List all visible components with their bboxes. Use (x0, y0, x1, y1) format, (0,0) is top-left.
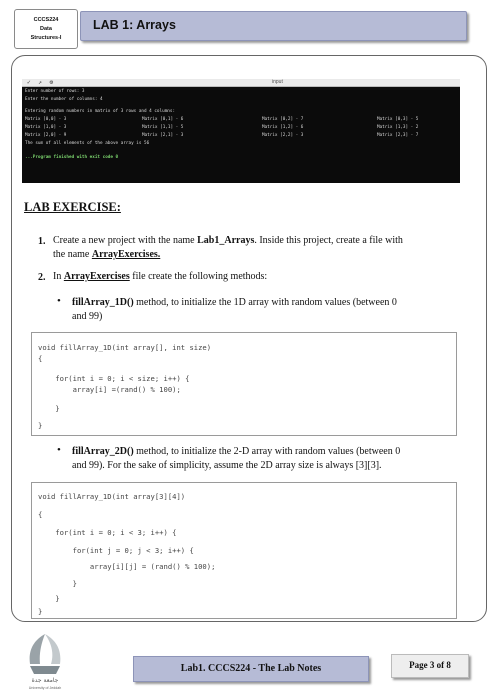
footer-title-bar (133, 656, 369, 682)
bullet1-text: method, to initialize the 1D array with random values (between 0 (136, 297, 397, 308)
bullet2-text: method, to initialize the 2-D array with random values (between 0 (136, 446, 401, 457)
console-line-finished: ...Program finished with exit code 0 (25, 155, 119, 160)
item2-text: In (53, 271, 62, 282)
code-line: } (38, 579, 77, 588)
code-line: } (38, 607, 43, 616)
header-title-bar (80, 11, 467, 41)
course-code: CCCS224 (33, 16, 59, 23)
code-line: } (38, 421, 43, 430)
list-number: 2. (38, 272, 46, 283)
file-name: ArrayExercises (63, 271, 130, 282)
console-line-rows: Enter number of rows: 3 (25, 89, 85, 94)
bullet-item-2 (72, 445, 467, 473)
page-number: Page 3 of 8 (409, 660, 451, 670)
list-item-1 (53, 234, 473, 262)
bullet-marker: • (57, 295, 61, 307)
page-number-box (391, 654, 469, 678)
matrix-cell: Matrix [1,0] - 3 (25, 125, 67, 130)
console-line-cols: Enter the number of columns: 4 (25, 97, 103, 102)
matrix-cell: Matrix [1,1] - 5 (142, 125, 184, 130)
console-line-entering: Entering random numbers in matrix of 3 rows and 4 columns: (25, 109, 176, 114)
matrix-cell: Matrix [2,1] - 3 (142, 133, 184, 138)
matrix-cell: Matrix [2,0] - 9 (25, 133, 67, 138)
course-subject-line2: Structures-I (30, 34, 62, 41)
matrix-cell: Matrix [1,2] - 6 (262, 125, 304, 130)
matrix-cell: Matrix [2,3] - 7 (377, 133, 419, 138)
matrix-cell: Matrix [2,2] - 3 (262, 133, 304, 138)
project-name: Lab1_Arrays (197, 235, 255, 246)
footer-title: Lab1. CCCS224 - The Lab Notes (180, 663, 322, 674)
console-output (22, 79, 460, 183)
code-line: } (38, 404, 60, 413)
section-heading: LAB EXERCISE: (24, 200, 121, 214)
console-toolbar (22, 79, 460, 87)
code-line: { (38, 354, 43, 363)
code-line: for(int j = 0; j < 3; i++) { (38, 546, 194, 555)
bullet-item-1 (72, 296, 467, 324)
matrix-cell: Matrix [0,0] - 3 (25, 117, 67, 122)
item2-text-b: file create the following methods: (132, 271, 268, 282)
matrix-cell: Matrix [0,3] - 5 (377, 117, 419, 122)
matrix-cell: Matrix [0,2] - 7 (262, 117, 304, 122)
matrix-cell: Matrix [1,3] - 2 (377, 125, 419, 130)
code-line: for(int i = 0; i < 3; i++) { (38, 528, 177, 537)
code-line: { (38, 510, 43, 519)
code-line: for(int i = 0; i < size; i++) { (38, 374, 190, 383)
item1-text-c: the name (53, 249, 90, 260)
item1-text: Create a new project with the name (53, 235, 195, 246)
console-line-sum: The sum of all elements of the above array is 56 (25, 141, 150, 146)
bullet-marker: • (57, 444, 61, 456)
university-logo-icon (20, 630, 70, 692)
matrix-cell: Matrix [0,1] - 6 (142, 117, 184, 122)
method-name: fillArray_2D() (72, 446, 134, 457)
university-logo (20, 630, 70, 692)
bullet1-text2: and 99) (72, 311, 103, 322)
code-line: void fillArray_1D(int array[], int size) (38, 343, 212, 352)
console-toolbar-icons: ✓ ↗ ⚙ (27, 79, 56, 86)
code-block-2d (31, 482, 457, 619)
course-code-box (14, 9, 78, 49)
item1-text-b: . Inside this project, create a file with (254, 235, 403, 246)
bullet2-text2: and 99). For the sake of simplicity, assume the 2D array size is always [3][3]. (72, 460, 382, 471)
logo-arabic-text: جامعة جدة (31, 677, 59, 684)
console-input-label: input (272, 79, 283, 85)
course-subject-line1: Data (40, 25, 52, 32)
page-title: LAB 1: Arrays (93, 18, 176, 32)
method-name: fillArray_1D() (72, 297, 134, 308)
logo-text: University of Jeddah (28, 686, 62, 690)
file-name: ArrayExercises. (91, 249, 161, 260)
code-line: array[i][j] = (rand() % 100); (38, 562, 216, 571)
code-line: array[i] =(rand() % 100); (38, 385, 181, 394)
list-number: 1. (38, 236, 46, 247)
code-line: void fillArray_1D(int array[3][4]) (38, 492, 186, 501)
code-line: } (38, 594, 60, 603)
list-item-2 (53, 270, 473, 284)
code-block-1d (31, 332, 457, 436)
